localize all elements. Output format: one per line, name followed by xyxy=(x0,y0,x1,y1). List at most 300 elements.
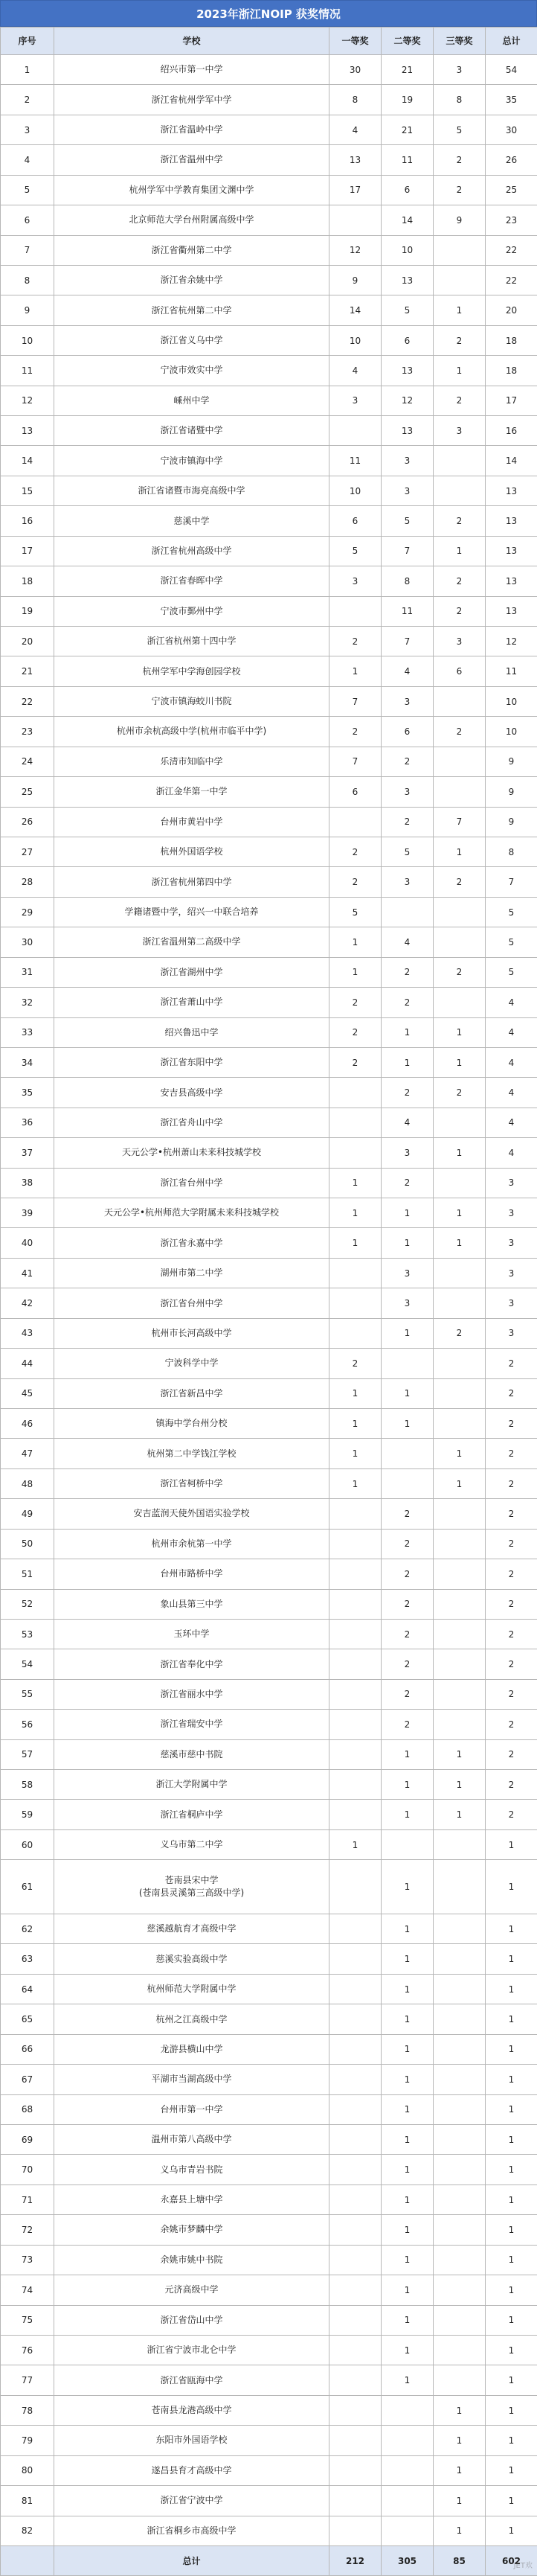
table-row xyxy=(1,957,537,987)
school-name: 浙江省杭州第十四中学 xyxy=(54,627,329,656)
row-index: 14 xyxy=(1,446,54,476)
second-prize-count: 2 xyxy=(382,807,434,837)
table-row xyxy=(1,717,537,747)
school-name: 龙游县横山中学 xyxy=(54,2034,329,2064)
row-index: 71 xyxy=(1,2185,54,2214)
table-row xyxy=(1,1258,537,1288)
second-prize-count: 1 xyxy=(382,2305,434,2335)
row-total: 9 xyxy=(486,747,537,776)
second-prize-count: 1 xyxy=(382,1860,434,1914)
second-prize-count: 2 xyxy=(382,1168,434,1198)
row-total: 1 xyxy=(486,1944,537,1974)
third-prize-count: 1 xyxy=(434,2516,486,2546)
second-prize-count xyxy=(382,897,434,927)
table-row xyxy=(1,2335,537,2365)
table-row xyxy=(1,566,537,596)
third-prize-count: 1 xyxy=(434,1228,486,1258)
row-total: 1 xyxy=(486,2395,537,2425)
row-index: 56 xyxy=(1,1710,54,1739)
table-row xyxy=(1,656,537,686)
first-prize-count: 1 xyxy=(329,1829,382,1859)
row-total: 17 xyxy=(486,386,537,415)
second-prize-count: 2 xyxy=(382,1529,434,1559)
second-prize-count: 1 xyxy=(382,1047,434,1077)
first-prize-count: 1 xyxy=(329,1168,382,1198)
row-total: 2 xyxy=(486,1589,537,1619)
third-prize-count xyxy=(434,2004,486,2034)
third-prize-count: 1 xyxy=(434,2455,486,2485)
row-total: 1 xyxy=(486,2065,537,2094)
first-prize-count xyxy=(329,2094,382,2124)
third-prize-count: 5 xyxy=(434,115,486,144)
table-row xyxy=(1,596,537,626)
third-prize-count xyxy=(434,1288,486,1318)
school-name: 台州市路桥中学 xyxy=(54,1559,329,1589)
third-prize-count xyxy=(434,897,486,927)
first-prize-count xyxy=(329,2395,382,2425)
third-prize-count: 2 xyxy=(434,596,486,626)
first-prize-count: 1 xyxy=(329,1408,382,1438)
first-prize-count xyxy=(329,1800,382,1829)
row-index: 24 xyxy=(1,747,54,776)
third-prize-count: 1 xyxy=(434,536,486,566)
table-row xyxy=(1,55,537,85)
school-name: 杭州市余杭第一中学 xyxy=(54,1529,329,1559)
third-prize-count: 1 xyxy=(434,1017,486,1047)
table-row xyxy=(1,1378,537,1408)
third-prize-count xyxy=(434,1499,486,1529)
row-total: 16 xyxy=(486,416,537,446)
row-index: 39 xyxy=(1,1198,54,1228)
first-prize-count xyxy=(329,2065,382,2094)
third-prize-count xyxy=(434,2155,486,2185)
row-index: 48 xyxy=(1,1468,54,1498)
first-prize-count xyxy=(329,1679,382,1709)
school-name: 浙江省杭州高级中学 xyxy=(54,536,329,566)
row-total: 5 xyxy=(486,957,537,987)
table-row xyxy=(1,1589,537,1619)
second-prize-count: 5 xyxy=(382,295,434,325)
first-prize-count xyxy=(329,1499,382,1529)
row-total: 13 xyxy=(486,476,537,505)
second-prize-count: 21 xyxy=(382,115,434,144)
row-total: 1 xyxy=(486,2215,537,2245)
third-prize-count: 1 xyxy=(434,356,486,386)
row-total: 2 xyxy=(486,1439,537,1468)
first-prize-count: 1 xyxy=(329,957,382,987)
school-name: 浙江省宁波市北仑中学 xyxy=(54,2335,329,2365)
third-prize-count: 2 xyxy=(434,506,486,536)
third-prize-count xyxy=(434,1944,486,1974)
second-prize-count: 7 xyxy=(382,627,434,656)
first-prize-count: 30 xyxy=(329,55,382,85)
table-row xyxy=(1,536,537,566)
table-row xyxy=(1,85,537,115)
second-prize-count: 5 xyxy=(382,837,434,866)
first-prize-count: 2 xyxy=(329,867,382,897)
third-prize-count xyxy=(434,2034,486,2064)
row-total: 1 xyxy=(486,2455,537,2485)
row-index: 73 xyxy=(1,2245,54,2275)
school-name: 玉环中学 xyxy=(54,1619,329,1649)
third-prize-count xyxy=(434,2125,486,2155)
second-prize-count: 1 xyxy=(382,2155,434,2185)
second-prize-count: 3 xyxy=(382,1258,434,1288)
table-row xyxy=(1,205,537,235)
school-name: 浙江省奉化中学 xyxy=(54,1649,329,1679)
table-row xyxy=(1,1198,537,1228)
second-prize-count: 1 xyxy=(382,1198,434,1228)
third-prize-count xyxy=(434,2215,486,2245)
third-prize-count xyxy=(434,686,486,716)
second-prize-count: 4 xyxy=(382,927,434,957)
first-prize-count: 4 xyxy=(329,115,382,144)
row-index: 11 xyxy=(1,356,54,386)
school-name: 浙江省柯桥中学 xyxy=(54,1468,329,1498)
first-prize-count xyxy=(329,2486,382,2516)
row-total: 2 xyxy=(486,1619,537,1649)
row-index: 30 xyxy=(1,927,54,957)
first-prize-count: 6 xyxy=(329,777,382,807)
row-total: 4 xyxy=(486,1078,537,1108)
second-prize-count: 3 xyxy=(382,446,434,476)
row-index: 27 xyxy=(1,837,54,866)
third-prize-count xyxy=(434,2305,486,2335)
second-prize-count: 21 xyxy=(382,55,434,85)
first-prize-count xyxy=(329,1860,382,1914)
row-index: 61 xyxy=(1,1860,54,1914)
second-prize-count: 1 xyxy=(382,2065,434,2094)
second-prize-count: 1 xyxy=(382,1408,434,1438)
third-prize-count: 2 xyxy=(434,386,486,415)
first-prize-count: 4 xyxy=(329,356,382,386)
row-total: 13 xyxy=(486,536,537,566)
row-index: 17 xyxy=(1,536,54,566)
third-prize-count xyxy=(434,777,486,807)
row-total: 1 xyxy=(486,2094,537,2124)
header-total: 总计 xyxy=(486,28,537,55)
row-total: 3 xyxy=(486,1228,537,1258)
first-prize-count: 1 xyxy=(329,1198,382,1228)
row-total: 3 xyxy=(486,1168,537,1198)
table-row xyxy=(1,1349,537,1378)
row-index: 28 xyxy=(1,867,54,897)
row-index: 44 xyxy=(1,1349,54,1378)
table-row xyxy=(1,2125,537,2155)
table-row xyxy=(1,2426,537,2455)
row-total: 2 xyxy=(486,1529,537,1559)
row-index: 33 xyxy=(1,1017,54,1047)
second-prize-count: 7 xyxy=(382,536,434,566)
row-total: 1 xyxy=(486,2335,537,2365)
row-total: 1 xyxy=(486,1914,537,1944)
school-name: 浙江省台州中学 xyxy=(54,1168,329,1198)
third-prize-count xyxy=(434,2365,486,2395)
second-prize-count: 3 xyxy=(382,867,434,897)
second-prize-count: 1 xyxy=(382,2335,434,2365)
row-index: 59 xyxy=(1,1800,54,1829)
row-index: 38 xyxy=(1,1168,54,1198)
third-prize-count: 1 xyxy=(434,1439,486,1468)
first-prize-count: 13 xyxy=(329,145,382,175)
row-index: 69 xyxy=(1,2125,54,2155)
table-row xyxy=(1,2516,537,2546)
first-prize-count xyxy=(329,807,382,837)
table-row xyxy=(1,1288,537,1318)
table-row xyxy=(1,1739,537,1769)
total-third-prize: 85 xyxy=(434,2546,486,2576)
first-prize-count xyxy=(329,2215,382,2245)
second-prize-count: 5 xyxy=(382,506,434,536)
row-total: 22 xyxy=(486,265,537,295)
third-prize-count: 2 xyxy=(434,175,486,205)
total-first-prize: 212 xyxy=(329,2546,382,2576)
row-index: 21 xyxy=(1,656,54,686)
school-name: 杭州学军中学海创园学校 xyxy=(54,656,329,686)
school-name: 浙江省新昌中学 xyxy=(54,1378,329,1408)
table-row xyxy=(1,1138,537,1168)
row-total: 9 xyxy=(486,807,537,837)
row-index: 35 xyxy=(1,1078,54,1108)
row-index: 10 xyxy=(1,325,54,355)
row-total: 23 xyxy=(486,205,537,235)
first-prize-count: 10 xyxy=(329,325,382,355)
first-prize-count: 1 xyxy=(329,656,382,686)
row-total: 13 xyxy=(486,566,537,596)
row-index: 2 xyxy=(1,85,54,115)
first-prize-count xyxy=(329,1770,382,1800)
school-name: 永嘉县上塘中学 xyxy=(54,2185,329,2214)
second-prize-count: 2 xyxy=(382,1589,434,1619)
row-total: 35 xyxy=(486,85,537,115)
school-name: 浙江省余姚中学 xyxy=(54,265,329,295)
row-index: 42 xyxy=(1,1288,54,1318)
second-prize-count xyxy=(382,1829,434,1859)
second-prize-count: 6 xyxy=(382,717,434,747)
school-name: 义乌市第二中学 xyxy=(54,1829,329,1859)
third-prize-count xyxy=(434,2094,486,2124)
row-total: 20 xyxy=(486,295,537,325)
first-prize-count: 7 xyxy=(329,747,382,776)
school-name: 余姚市梦麟中学 xyxy=(54,2215,329,2245)
table-row xyxy=(1,2065,537,2094)
school-name: 浙江省温州第二高级中学 xyxy=(54,927,329,957)
row-index: 47 xyxy=(1,1439,54,1468)
total-row xyxy=(1,2546,537,2576)
third-prize-count xyxy=(434,927,486,957)
school-name: 元济高级中学 xyxy=(54,2275,329,2305)
third-prize-count: 2 xyxy=(434,957,486,987)
table-row xyxy=(1,1318,537,1348)
second-prize-count: 12 xyxy=(382,386,434,415)
table-row xyxy=(1,2034,537,2064)
table-row xyxy=(1,2004,537,2034)
row-total: 3 xyxy=(486,1198,537,1228)
third-prize-count: 1 xyxy=(434,837,486,866)
table-row xyxy=(1,416,537,446)
second-prize-count xyxy=(382,1439,434,1468)
row-index: 57 xyxy=(1,1739,54,1769)
first-prize-count xyxy=(329,2155,382,2185)
school-name: 苍南县龙港高级中学 xyxy=(54,2395,329,2425)
first-prize-count xyxy=(329,1318,382,1348)
row-total: 1 xyxy=(486,2365,537,2395)
third-prize-count xyxy=(434,265,486,295)
first-prize-count xyxy=(329,1944,382,1974)
school-name: 浙江省东阳中学 xyxy=(54,1047,329,1077)
row-total: 12 xyxy=(486,627,537,656)
row-total: 1 xyxy=(486,2305,537,2335)
third-prize-count: 1 xyxy=(434,1770,486,1800)
row-index: 18 xyxy=(1,566,54,596)
school-name: 浙江省桐乡市高级中学 xyxy=(54,2516,329,2546)
row-total: 25 xyxy=(486,175,537,205)
school-name: 浙江省诸暨市海亮高级中学 xyxy=(54,476,329,505)
row-index: 70 xyxy=(1,2155,54,2185)
row-index: 60 xyxy=(1,1829,54,1859)
row-total: 1 xyxy=(486,2275,537,2305)
table-row xyxy=(1,747,537,776)
row-index: 58 xyxy=(1,1770,54,1800)
row-total: 2 xyxy=(486,1800,537,1829)
second-prize-count: 11 xyxy=(382,145,434,175)
table-row xyxy=(1,2094,537,2124)
second-prize-count: 13 xyxy=(382,265,434,295)
table-row xyxy=(1,295,537,325)
second-prize-count: 2 xyxy=(382,957,434,987)
table-row xyxy=(1,1108,537,1137)
third-prize-count xyxy=(434,1108,486,1137)
row-total: 1 xyxy=(486,2004,537,2034)
table-row xyxy=(1,777,537,807)
row-total: 2 xyxy=(486,1649,537,1679)
school-name: 慈溪实验高级中学 xyxy=(54,1944,329,1974)
row-index: 62 xyxy=(1,1914,54,1944)
row-index: 31 xyxy=(1,957,54,987)
header-index: 序号 xyxy=(1,28,54,55)
first-prize-count: 3 xyxy=(329,386,382,415)
school-name: 安吉蓝润天使外国语实验学校 xyxy=(54,1499,329,1529)
school-name: 浙江省台州中学 xyxy=(54,1288,329,1318)
row-index: 82 xyxy=(1,2516,54,2546)
second-prize-count xyxy=(382,1349,434,1378)
first-prize-count xyxy=(329,1649,382,1679)
second-prize-count: 14 xyxy=(382,205,434,235)
second-prize-count: 1 xyxy=(382,2245,434,2275)
row-index: 43 xyxy=(1,1318,54,1348)
table-row xyxy=(1,2365,537,2395)
table-row xyxy=(1,1914,537,1944)
row-total: 1 xyxy=(486,2516,537,2546)
third-prize-count: 1 xyxy=(434,1468,486,1498)
second-prize-count: 2 xyxy=(382,1619,434,1649)
first-prize-count xyxy=(329,1710,382,1739)
row-total: 4 xyxy=(486,1017,537,1047)
first-prize-count xyxy=(329,2125,382,2155)
second-prize-count xyxy=(382,2516,434,2546)
second-prize-count: 2 xyxy=(382,747,434,776)
row-index: 37 xyxy=(1,1138,54,1168)
row-total: 1 xyxy=(486,2185,537,2214)
first-prize-count xyxy=(329,2275,382,2305)
row-total: 11 xyxy=(486,656,537,686)
third-prize-count xyxy=(434,1914,486,1944)
row-total: 2 xyxy=(486,1739,537,1769)
table-row xyxy=(1,2455,537,2485)
school-name: 东阳市外国语学校 xyxy=(54,2426,329,2455)
second-prize-count xyxy=(382,2486,434,2516)
row-index: 65 xyxy=(1,2004,54,2034)
row-index: 8 xyxy=(1,265,54,295)
second-prize-count: 6 xyxy=(382,175,434,205)
school-name: 浙江省衢州第二中学 xyxy=(54,235,329,265)
table-row xyxy=(1,1679,537,1709)
school-name: 绍兴市第一中学 xyxy=(54,55,329,85)
school-name: 浙江省宁波中学 xyxy=(54,2486,329,2516)
third-prize-count: 3 xyxy=(434,627,486,656)
row-index: 34 xyxy=(1,1047,54,1077)
school-name: 浙江省义乌中学 xyxy=(54,325,329,355)
second-prize-count: 1 xyxy=(382,1914,434,1944)
first-prize-count: 2 xyxy=(329,837,382,866)
school-name: 学籍诸暨中学，绍兴一中联合培养 xyxy=(54,897,329,927)
third-prize-count xyxy=(434,1168,486,1198)
first-prize-count: 6 xyxy=(329,506,382,536)
table-row xyxy=(1,1439,537,1468)
table-row xyxy=(1,1770,537,1800)
first-prize-count xyxy=(329,2004,382,2034)
table-row xyxy=(1,1228,537,1258)
second-prize-count: 1 xyxy=(382,2094,434,2124)
school-name: 浙江省萧山中学 xyxy=(54,988,329,1017)
table-row xyxy=(1,476,537,505)
second-prize-count: 2 xyxy=(382,1710,434,1739)
first-prize-count xyxy=(329,1288,382,1318)
second-prize-count: 3 xyxy=(382,1288,434,1318)
table-row xyxy=(1,2245,537,2275)
third-prize-count xyxy=(434,2185,486,2214)
row-total: 26 xyxy=(486,145,537,175)
row-total: 30 xyxy=(486,115,537,144)
row-total: 2 xyxy=(486,1710,537,1739)
school-name: 平湖市当湖高级中学 xyxy=(54,2065,329,2094)
school-name: 台州市黄岩中学 xyxy=(54,807,329,837)
first-prize-count: 1 xyxy=(329,927,382,957)
third-prize-count xyxy=(434,1378,486,1408)
school-name: 余姚市姚中书院 xyxy=(54,2245,329,2275)
row-index: 23 xyxy=(1,717,54,747)
second-prize-count: 4 xyxy=(382,1108,434,1137)
watermark: JET欢 xyxy=(513,2562,533,2570)
table-row xyxy=(1,1499,537,1529)
third-prize-count xyxy=(434,1559,486,1589)
table-row xyxy=(1,1649,537,1679)
first-prize-count xyxy=(329,205,382,235)
table-row xyxy=(1,2215,537,2245)
table-row xyxy=(1,867,537,897)
third-prize-count: 2 xyxy=(434,566,486,596)
school-name: 镇海中学台州分校 xyxy=(54,1408,329,1438)
first-prize-count xyxy=(329,1078,382,1108)
first-prize-count: 1 xyxy=(329,1439,382,1468)
second-prize-count xyxy=(382,1468,434,1498)
second-prize-count: 1 xyxy=(382,2215,434,2245)
school-name: 乐清市知临中学 xyxy=(54,747,329,776)
first-prize-count xyxy=(329,2335,382,2365)
school-name: 台州市第一中学 xyxy=(54,2094,329,2124)
row-index: 45 xyxy=(1,1378,54,1408)
school-name: 安吉县高级中学 xyxy=(54,1078,329,1108)
